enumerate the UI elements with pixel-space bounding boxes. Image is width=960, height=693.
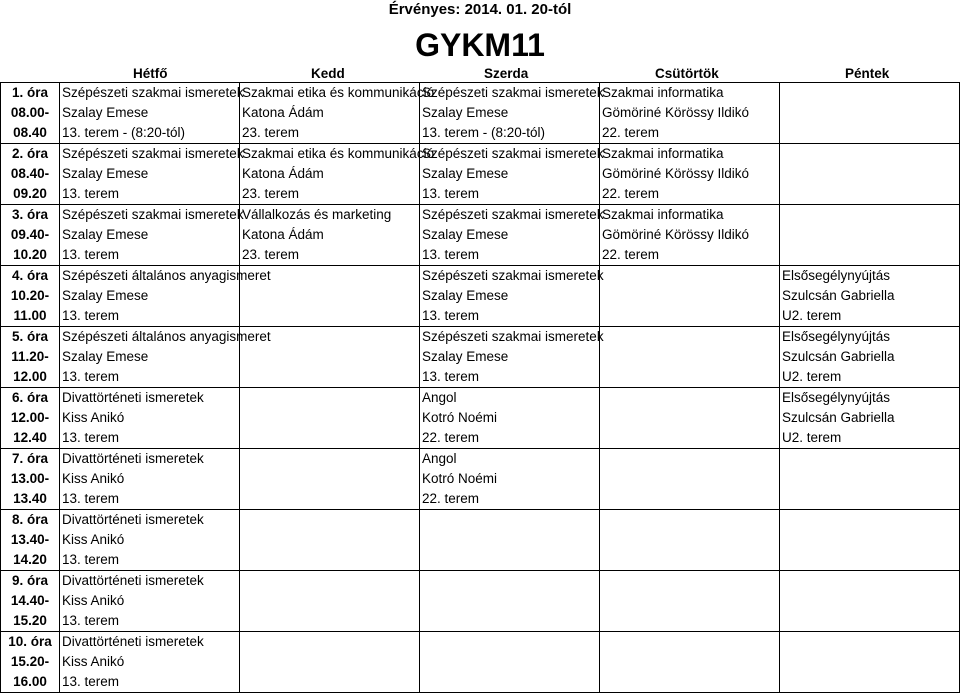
thursday-subject [600,510,780,531]
timetable-row [1,83,960,104]
timetable-row [1,164,960,184]
thursday-room [600,489,780,510]
period-start-time: 13.40- [1,530,60,550]
thursday-subject [600,571,780,592]
wednesday-teacher: Kotró Noémi [420,469,600,489]
wednesday-teacher [420,530,600,550]
tuesday-subject: Szakmai etika és kommunikáció [240,83,420,104]
friday-room: U2. terem [780,428,960,449]
monday-subject: Divattörténeti ismeretek [60,510,240,531]
period-start-time: 08.00- [1,103,60,123]
monday-subject: Szépészeti szakmai ismeretek [60,83,240,104]
friday-teacher [780,652,960,672]
friday-subject [780,205,960,226]
monday-room: 13. terem [60,672,240,693]
tuesday-subject: Vállalkozás és marketing [240,205,420,226]
tuesday-room: 23. terem [240,184,420,205]
day-header-friday: Péntek [845,66,890,81]
timetable-row [1,266,960,287]
thursday-teacher [600,469,780,489]
timetable-row [1,611,960,632]
timetable-row [1,489,960,510]
thursday-teacher [600,408,780,428]
period-end-time: 12.40 [1,428,60,449]
monday-teacher: Szalay Emese [60,286,240,306]
timetable-row [1,428,960,449]
thursday-room [600,306,780,327]
period-start-time: 08.40- [1,164,60,184]
thursday-room [600,428,780,449]
friday-teacher [780,225,960,245]
period-start-time: 14.40- [1,591,60,611]
wednesday-teacher: Szalay Emese [420,164,600,184]
wednesday-teacher: Kotró Noémi [420,408,600,428]
class-title: GYKM11 [415,27,545,63]
friday-room [780,611,960,632]
friday-subject [780,632,960,653]
monday-room: 13. terem - (8:20-tól) [60,123,240,144]
period-start-time: 15.20- [1,652,60,672]
wednesday-subject [420,571,600,592]
thursday-teacher: Gömöriné Körössy Ildikó [600,225,780,245]
wednesday-teacher [420,591,600,611]
wednesday-subject: Szépészeti szakmai ismeretek [420,144,600,165]
monday-subject: Szépészeti általános anyagismeret [60,327,240,348]
thursday-room [600,672,780,693]
wednesday-teacher: Szalay Emese [420,286,600,306]
day-header-tuesday: Kedd [311,66,345,81]
friday-subject: Elsősegélynyújtás [780,327,960,348]
timetable-row [1,123,960,144]
timetable-row [1,245,960,266]
tuesday-room [240,489,420,510]
timetable-row [1,550,960,571]
friday-room: U2. terem [780,367,960,388]
timetable-row [1,205,960,226]
friday-teacher: Szulcsán Gabriella [780,286,960,306]
period-label: 5. óra [1,327,60,348]
friday-subject: Elsősegélynyújtás [780,266,960,287]
tuesday-teacher [240,530,420,550]
period-end-time: 08.40 [1,123,60,144]
timetable-row [1,449,960,470]
monday-teacher: Szalay Emese [60,164,240,184]
monday-room: 13. terem [60,428,240,449]
thursday-subject [600,266,780,287]
wednesday-teacher: Szalay Emese [420,103,600,123]
thursday-room [600,550,780,571]
period-label: 3. óra [1,205,60,226]
thursday-subject [600,632,780,653]
wednesday-subject: Szépészeti szakmai ismeretek [420,205,600,226]
period-end-time: 12.00 [1,367,60,388]
thursday-teacher [600,286,780,306]
timetable-row [1,469,960,489]
friday-room [780,489,960,510]
thursday-subject: Szakmai informatika [600,144,780,165]
wednesday-room: 22. terem [420,428,600,449]
wednesday-subject [420,632,600,653]
monday-room: 13. terem [60,611,240,632]
timetable [0,82,960,693]
tuesday-room [240,672,420,693]
monday-subject: Divattörténeti ismeretek [60,449,240,470]
wednesday-teacher: Szalay Emese [420,225,600,245]
wednesday-subject [420,510,600,531]
validity-line: Érvényes: 2014. 01. 20-tól [388,1,572,18]
thursday-room [600,611,780,632]
monday-room: 13. terem [60,489,240,510]
period-end-time: 11.00 [1,306,60,327]
thursday-subject: Szakmai informatika [600,205,780,226]
period-end-time: 13.40 [1,489,60,510]
monday-teacher: Szalay Emese [60,347,240,367]
timetable-row [1,388,960,409]
timetable-row [1,632,960,653]
friday-room [780,123,960,144]
tuesday-room [240,611,420,632]
tuesday-teacher [240,652,420,672]
wednesday-subject: Szépészeti szakmai ismeretek [420,327,600,348]
friday-teacher [780,164,960,184]
thursday-teacher: Gömöriné Körössy Ildikó [600,164,780,184]
period-end-time: 16.00 [1,672,60,693]
period-start-time: 12.00- [1,408,60,428]
monday-room: 13. terem [60,550,240,571]
friday-subject [780,144,960,165]
friday-subject [780,83,960,104]
timetable-row [1,225,960,245]
timetable-row [1,571,960,592]
period-label: 4. óra [1,266,60,287]
period-start-time: 10.20- [1,286,60,306]
timetable-row [1,652,960,672]
wednesday-room: 22. terem [420,489,600,510]
thursday-subject [600,327,780,348]
monday-teacher: Kiss Anikó [60,530,240,550]
friday-subject [780,571,960,592]
timetable-row [1,347,960,367]
thursday-room: 22. terem [600,123,780,144]
thursday-room: 22. terem [600,184,780,205]
period-label: 10. óra [1,632,60,653]
monday-teacher: Kiss Anikó [60,469,240,489]
timetable-row [1,306,960,327]
friday-teacher [780,469,960,489]
period-end-time: 14.20 [1,550,60,571]
day-header-wednesday: Szerda [484,66,529,81]
timetable-row [1,530,960,550]
wednesday-subject: Angol [420,388,600,409]
period-end-time: 10.20 [1,245,60,266]
thursday-teacher [600,530,780,550]
monday-subject: Szépészeti szakmai ismeretek [60,144,240,165]
monday-room: 13. terem [60,184,240,205]
monday-room: 13. terem [60,306,240,327]
friday-teacher [780,591,960,611]
timetable-row [1,591,960,611]
day-header-thursday: Csütörtök [655,66,719,81]
friday-room: U2. terem [780,306,960,327]
monday-room: 13. terem [60,367,240,388]
monday-subject: Szépészeti szakmai ismeretek [60,205,240,226]
wednesday-subject: Szépészeti szakmai ismeretek [420,266,600,287]
tuesday-subject [240,388,420,409]
tuesday-subject [240,449,420,470]
monday-room: 13. terem [60,245,240,266]
timetable-row [1,367,960,388]
thursday-subject [600,388,780,409]
friday-subject [780,510,960,531]
period-label: 2. óra [1,144,60,165]
period-end-time: 15.20 [1,611,60,632]
friday-subject: Elsősegélynyújtás [780,388,960,409]
monday-teacher: Szalay Emese [60,103,240,123]
tuesday-subject: Szakmai etika és kommunikáció [240,144,420,165]
wednesday-room: 13. terem - (8:20-tól) [420,123,600,144]
period-label: 8. óra [1,510,60,531]
monday-subject: Szépészeti általános anyagismeret [60,266,240,287]
tuesday-teacher: Katona Ádám [240,164,420,184]
wednesday-teacher: Szalay Emese [420,347,600,367]
period-label: 6. óra [1,388,60,409]
timetable-row [1,184,960,205]
wednesday-room [420,611,600,632]
timetable-row [1,144,960,165]
wednesday-room: 13. terem [420,306,600,327]
tuesday-subject [240,632,420,653]
timetable-row [1,510,960,531]
thursday-teacher [600,347,780,367]
thursday-teacher: Gömöriné Körössy Ildikó [600,103,780,123]
monday-teacher: Kiss Anikó [60,652,240,672]
monday-teacher: Szalay Emese [60,225,240,245]
day-header-monday: Hétfő [133,66,168,81]
monday-teacher: Kiss Anikó [60,408,240,428]
thursday-room: 22. terem [600,245,780,266]
tuesday-teacher [240,286,420,306]
wednesday-room [420,672,600,693]
period-start-time: 13.00- [1,469,60,489]
wednesday-room [420,550,600,571]
thursday-subject: Szakmai informatika [600,83,780,104]
monday-teacher: Kiss Anikó [60,591,240,611]
timetable-row [1,672,960,693]
tuesday-room [240,306,420,327]
thursday-subject [600,449,780,470]
period-start-time: 09.40- [1,225,60,245]
timetable-row [1,103,960,123]
tuesday-room: 23. terem [240,245,420,266]
wednesday-room: 13. terem [420,367,600,388]
friday-teacher: Szulcsán Gabriella [780,347,960,367]
timetable-row [1,286,960,306]
tuesday-room [240,428,420,449]
period-label: 1. óra [1,83,60,104]
tuesday-subject [240,510,420,531]
friday-teacher [780,530,960,550]
wednesday-subject: Angol [420,449,600,470]
period-label: 7. óra [1,449,60,470]
wednesday-teacher [420,652,600,672]
timetable-row [1,408,960,428]
tuesday-teacher: Katona Ádám [240,225,420,245]
timetable-row [1,327,960,348]
period-label: 9. óra [1,571,60,592]
friday-subject [780,449,960,470]
friday-teacher [780,103,960,123]
tuesday-teacher [240,347,420,367]
tuesday-room: 23. terem [240,123,420,144]
tuesday-room [240,367,420,388]
thursday-room [600,367,780,388]
thursday-teacher [600,652,780,672]
monday-subject: Divattörténeti ismeretek [60,571,240,592]
tuesday-teacher [240,408,420,428]
period-start-time: 11.20- [1,347,60,367]
tuesday-teacher [240,469,420,489]
monday-subject: Divattörténeti ismeretek [60,632,240,653]
period-end-time: 09.20 [1,184,60,205]
wednesday-subject: Szépészeti szakmai ismeretek [420,83,600,104]
wednesday-room: 13. terem [420,184,600,205]
tuesday-subject [240,571,420,592]
friday-room [780,550,960,571]
tuesday-room [240,550,420,571]
tuesday-teacher [240,591,420,611]
friday-room [780,245,960,266]
wednesday-room: 13. terem [420,245,600,266]
tuesday-teacher: Katona Ádám [240,103,420,123]
friday-room [780,672,960,693]
monday-subject: Divattörténeti ismeretek [60,388,240,409]
thursday-teacher [600,591,780,611]
friday-teacher: Szulcsán Gabriella [780,408,960,428]
friday-room [780,184,960,205]
